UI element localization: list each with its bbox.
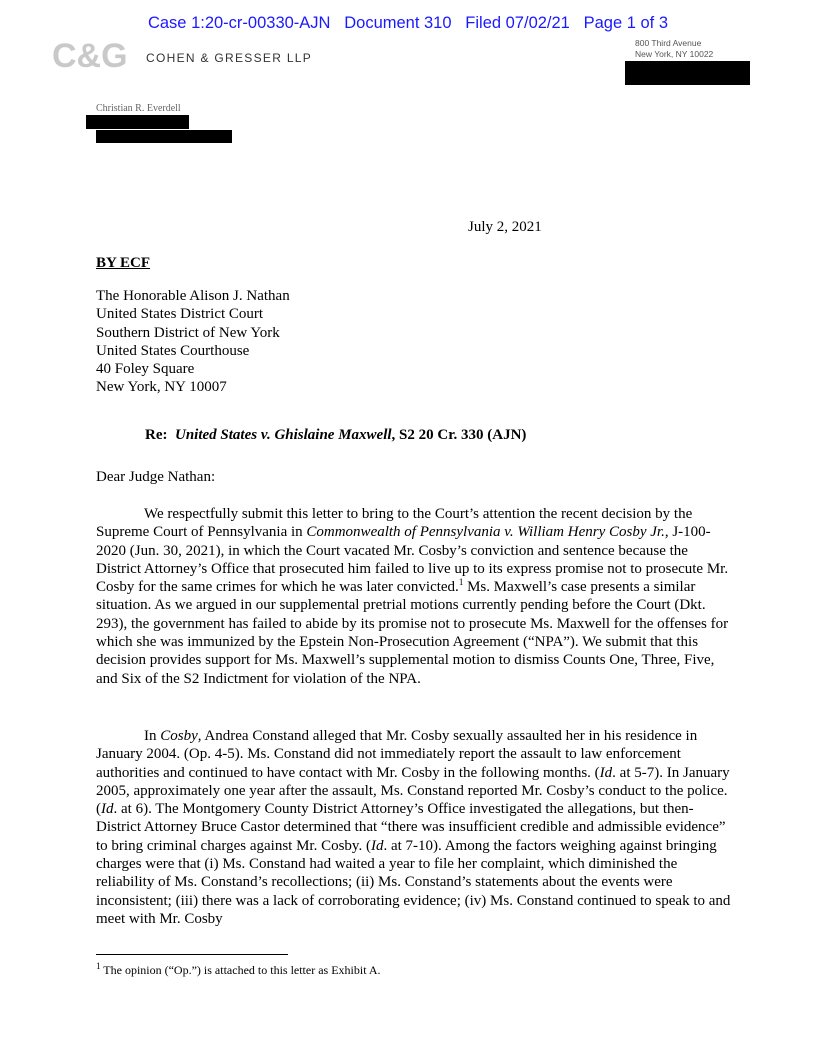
salutation: Dear Judge Nathan: xyxy=(96,469,216,485)
redaction-bar xyxy=(96,130,232,143)
addressee-line: New York, NY 10007 xyxy=(96,379,227,396)
case-header-stamp: Case 1:20-cr-00330-AJN Document 310 Filed 07/02/21 Page 1 of 3 xyxy=(147,14,669,32)
re-case-name: United States v. Ghislaine Maxwell xyxy=(175,427,392,443)
firm-logo xyxy=(52,37,128,75)
address-line-2: New York, NY 10022 xyxy=(635,49,714,59)
letter-date: July 2, 2021 xyxy=(468,219,542,235)
footnote-divider xyxy=(96,954,288,955)
addressee-line: United States Courthouse xyxy=(96,342,250,359)
addressee-line: United States District Court xyxy=(96,306,264,323)
addressee-block xyxy=(96,287,290,397)
body-paragraph-2: In Cosby, Andrea Constand alleged that Mr. Cosby sexually assaulted her in his residence in January 2004. (Op. 4-5). Ms. Constand did not immediately report the assault to law enforcement authorities and continued to have contact with Mr. Cosby in the following months. (Id. at 5-7). In January 2005, approximately one year after the assault, Ms. Constand reported Mr. Cosby’s conduct to the police. (Id. at 6). The Montgomery County District Attorney’s Office investigated the allegations, but then-District Attorney Bruce Castor determined that “there was insufficient credible and admissible evidence” to bring criminal charges against Mr. Cosby. (Id. at 7-10). Among the factors weighing against bringing charges were that (i) Ms. Constand had waited a year to file her complaint, which diminished the reliability of Ms. Constand’s recollections; (ii) Ms. Constand’s statements about the events were inconsistent; (iii) there was a lack of corroborating evidence; (iv) Ms. Constand continued to speak to and meet with Mr. Cosby xyxy=(96,728,731,927)
re-line xyxy=(145,427,526,444)
firm-name: COHEN & GRESSER LLP xyxy=(146,51,313,65)
footnote: $^1$ The opinion (“Op.”) is attached to this letter as Exhibit A. xyxy=(96,961,381,977)
firm-address xyxy=(635,38,713,60)
body-paragraph-1: We respectfully submit this letter to bring to the Court’s attention the recent decision by the Supreme Court of Pennsylvania in Commonwealth of Pennsylvania v. William Henry Cosby Jr., J-100-2020 (Jun. 30, 2021), in which the Court vacated Mr. Cosby’s conviction and sentence because the District Attorney’s Office that prosecuted him failed to live up to its express promise not to prosecute Mr. Cosby for the same crimes for which he was later convicted.$^1$ Ms. Maxwell’s case presents a similar situation. As we argued in our supplemental pretrial motions currently pending before the Court (Dkt. 293), the government has failed to abide by its promise not to prosecute Ms. Maxwell for the offenses for which she was immunized by the Epstein Non-Prosecution Agreement (“NPA”). We submit that this decision provides support for Ms. Maxwell’s supplemental motion to dismiss Counts One, Three, Five, and Six of the S2 Indictment for violation of the NPA. xyxy=(96,506,729,687)
footnote-reference: 1 xyxy=(458,577,464,588)
svg-text:C&G: C&G xyxy=(52,37,128,75)
delivery-method: BY ECF xyxy=(96,255,151,271)
redaction-bar xyxy=(86,115,189,129)
signer-name: Christian R. Everdell xyxy=(96,103,181,114)
re-label: Re: xyxy=(145,427,168,443)
address-line-1: 800 Third Avenue xyxy=(635,38,702,48)
addressee-line: Southern District of New York xyxy=(96,324,280,341)
addressee-line: The Honorable Alison J. Nathan xyxy=(96,288,290,304)
redaction-bar xyxy=(625,61,750,85)
re-case-number: , S2 20 Cr. 330 (AJN) xyxy=(391,427,527,443)
addressee-line: 40 Foley Square xyxy=(96,361,195,378)
